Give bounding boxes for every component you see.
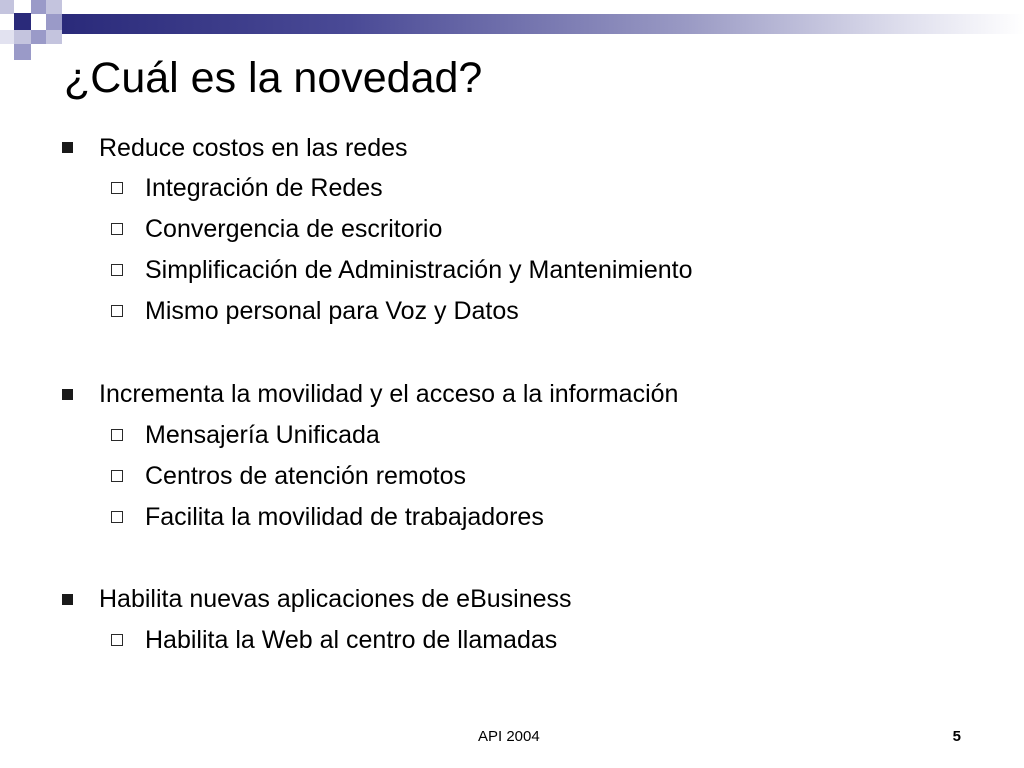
sub-bullet-item: Integración de Redes: [145, 174, 383, 202]
square-bullet-icon: [62, 594, 73, 605]
sub-bullet-item: Facilita la movilidad de trabajadores: [145, 503, 544, 531]
hollow-square-bullet-icon: [111, 305, 123, 317]
bullet-item: Incrementa la movilidad y el acceso a la información: [99, 380, 679, 408]
bullet-item: Habilita nuevas aplicaciones de eBusiness: [99, 585, 572, 613]
sub-bullet-item: Mismo personal para Voz y Datos: [145, 297, 519, 325]
square-bullet-icon: [62, 389, 73, 400]
footer-text: API 2004: [478, 728, 540, 745]
page-number: 5: [952, 728, 961, 745]
sub-bullet-item: Simplificación de Administración y Mantenimiento: [145, 256, 693, 284]
hollow-square-bullet-icon: [111, 223, 123, 235]
sub-bullet-item: Convergencia de escritorio: [145, 215, 443, 243]
hollow-square-bullet-icon: [111, 470, 123, 482]
hollow-square-bullet-icon: [111, 429, 123, 441]
hollow-square-bullet-icon: [111, 634, 123, 646]
bullet-item: Reduce costos en las redes: [99, 134, 408, 162]
hollow-square-bullet-icon: [111, 182, 123, 194]
hollow-square-bullet-icon: [111, 264, 123, 276]
sub-bullet-item: Habilita la Web al centro de llamadas: [145, 626, 558, 654]
hollow-square-bullet-icon: [111, 511, 123, 523]
sub-bullet-item: Mensajería Unificada: [145, 421, 380, 449]
square-bullet-icon: [62, 142, 73, 153]
sub-bullet-item: Centros de atención remotos: [145, 462, 467, 490]
slide-title: ¿Cuál es la novedad?: [64, 54, 483, 102]
